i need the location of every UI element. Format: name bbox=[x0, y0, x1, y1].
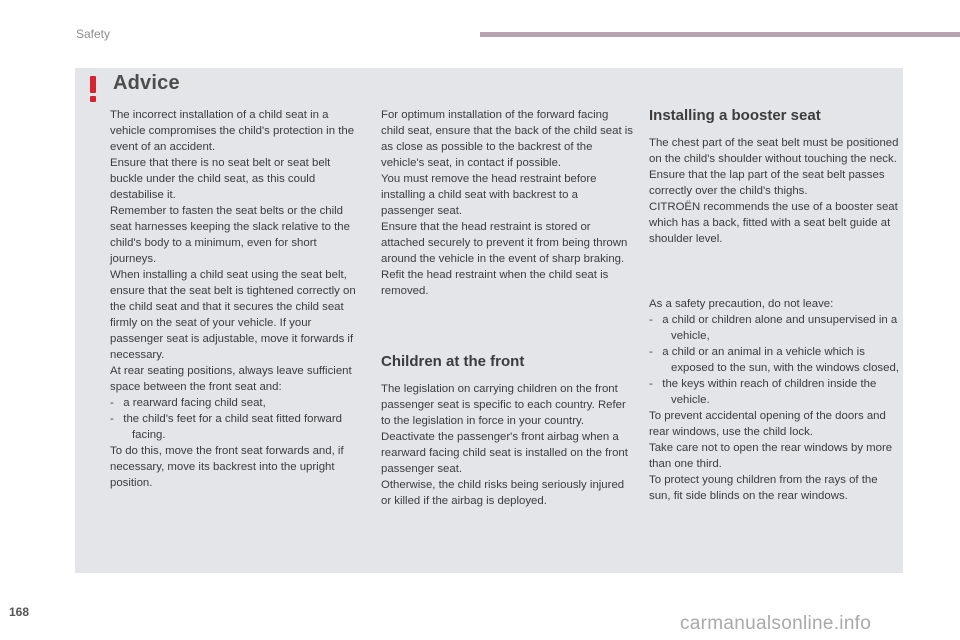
paragraph: Deactivate the passenger's front airbag when a rearward facing child seat is installed on the front passenger seat. bbox=[381, 431, 628, 475]
paragraph: The legislation on carrying children on the front passenger seat is specific to each country. Refer to the legislation in force in your country. bbox=[381, 383, 626, 427]
header-bar bbox=[480, 32, 960, 37]
paragraph: Remember to fasten the seat belts or the child seat harnesses keeping the slack relative to the child's body to a minimum, even for short journeys. bbox=[110, 205, 350, 265]
list-item: - a child or children alone and unsupervised in a vehicle, bbox=[649, 314, 898, 342]
list-item: - the child's feet for a child seat fitted forward facing. bbox=[110, 413, 342, 441]
list-item: - a child or an animal in a vehicle which is exposed to the sun, with the windows closed, bbox=[649, 346, 899, 374]
paragraph: To do this, move the front seat forwards and, if necessary, move its backrest into the upright position. bbox=[110, 445, 344, 489]
children-front-heading: Children at the front bbox=[381, 353, 525, 370]
safety-precaution-section bbox=[649, 296, 899, 504]
advice-heading: Advice bbox=[113, 72, 180, 94]
section-title: Safety bbox=[76, 27, 111, 41]
paragraph: As a safety precaution, do not leave: bbox=[649, 298, 834, 310]
booster-seat-section bbox=[649, 107, 899, 247]
booster-seat-heading: Installing a booster seat bbox=[649, 107, 821, 124]
paragraph: When installing a child seat using the seat belt, ensure that the seat belt is tightened correctly on the child seat and that it secures the child seat firmly on the seat of your vehicle. If your passenger seat is adjustable, move it forwards if necessary. bbox=[110, 269, 356, 361]
paragraph: Ensure that the lap part of the seat belt passes correctly over the child's thighs. bbox=[649, 169, 885, 197]
page-number: 168 bbox=[9, 605, 30, 619]
paragraph: The incorrect installation of a child seat in a vehicle compromises the child's protection in the event of an accident. bbox=[110, 109, 355, 153]
paragraph: For optimum installation of the forward facing child seat, ensure that the back of the child seat is as close as possible to the backrest of the vehicle's seat, in contact if possible. bbox=[381, 109, 634, 169]
paragraph: To prevent accidental opening of the doors and rear windows, use the child lock. bbox=[649, 410, 886, 438]
paragraph: You must remove the head restraint before installing a child seat with backrest to a passenger seat. bbox=[381, 173, 597, 217]
paragraph: At rear seating positions, always leave sufficient space between the front seat and: bbox=[110, 365, 352, 393]
paragraph: CITROËN recommends the use of a booster seat which has a back, fitted with a seat belt guide at shoulder level. bbox=[649, 201, 898, 245]
paragraph: Take care not to open the rear windows by more than one third. bbox=[649, 442, 893, 470]
exclamation-warning-icon bbox=[87, 76, 99, 102]
paragraph: Ensure that the head restraint is stored or attached securely to prevent it from being thrown around the vehicle in the event of sharp braking. Refit the head restraint when the child seat is removed. bbox=[381, 221, 628, 297]
paragraph: The chest part of the seat belt must be positioned on the child's shoulder without touching the neck. bbox=[649, 137, 899, 165]
paragraph: Ensure that there is no seat belt or seat belt buckle under the child seat, as this could destabilise it. bbox=[110, 157, 331, 201]
watermark: carmanualsonline.info bbox=[680, 613, 872, 634]
children-front-section bbox=[381, 353, 633, 509]
paragraph: Otherwise, the child risks being seriously injured or killed if the airbag is deployed. bbox=[381, 479, 625, 507]
advice-column-1 bbox=[110, 107, 360, 491]
paragraph: To protect young children from the rays of the sun, fit side blinds on the rear windows. bbox=[649, 474, 878, 502]
list-item: - the keys within reach of children inside the vehicle. bbox=[649, 378, 877, 406]
list-item: - a rearward facing child seat, bbox=[110, 397, 266, 409]
advice-column-2 bbox=[381, 107, 633, 299]
